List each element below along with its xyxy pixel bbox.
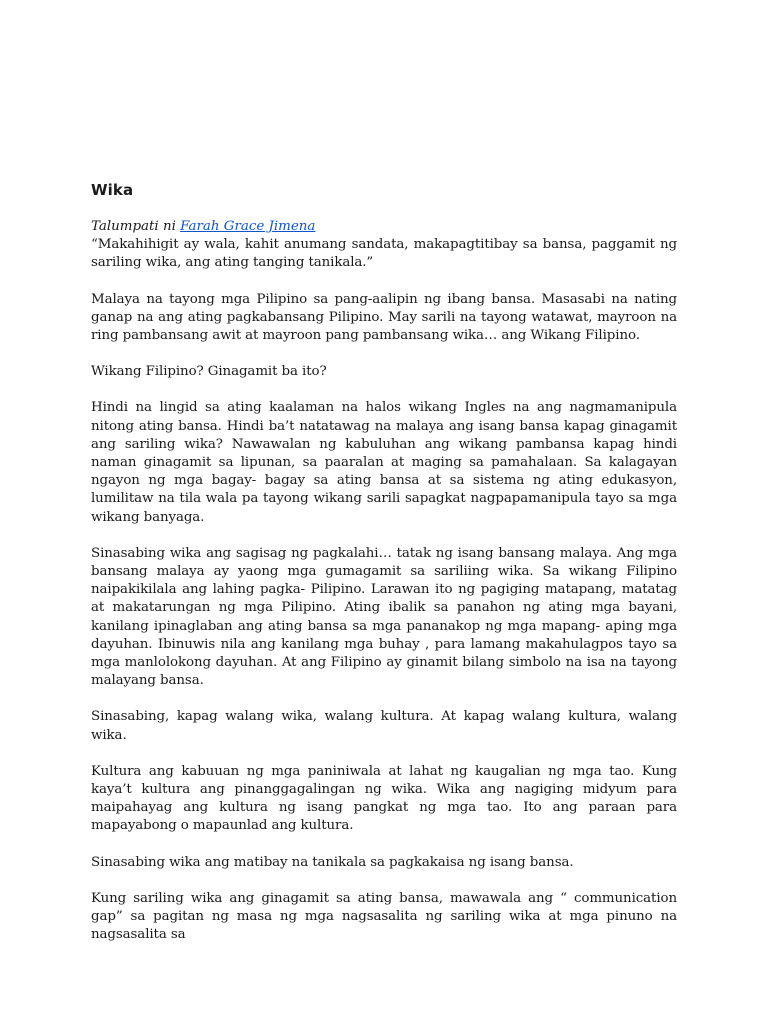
paragraph: Sinasabing wika ang sagisag ng pagkalahi… tatak ng isang bansang malaya. Ang mga bansang malaya ay yaong mga gumagamit sa sariliing wika. Sa wikang Filipino naipakikilala ang lahing pagka- Pilipino. Larawan ito ng pagiging matapang, matatag at makatarungan ng mga Pilipino. Ating ibalik sa panahon ng ating mga bayani, kanilang ipinaglaban ang ating bansa sa mga pananakop ng mga mapang- aping mga dayuhan. Ibinuwis nila ang kanilang mga buhay , para lamang makahulagpos tayo sa mga manlolokong dayuhan. At ang Filipino ay ginamit bilang simbolo na isa na tayong malayang bansa. [91,545,677,689]
document-title: Wika [91,181,134,199]
paragraph: Sinasabing, kapag walang wika, walang kultura. At kapag walang kultura, walang wika. [91,709,677,743]
paragraph: Hindi na lingid sa ating kaalaman na halos wikang Ingles na ang nagmamanipula nitong ating bansa. Hindi ba’t natatawag na malaya ang isang bansa kapag ginagamit ang sariling wika? Nawawalan ng kabuluhan ang wikang pambansa kapag hindi naman ginagamit sa lipunan, sa paaralan at maging sa pamahalaan. Sa kalagayan ngayon ng mga bagay- bagay sa ating bansa at sa sistema ng ating edukasyon, lumilitaw na tila wala pa tayong wikang sarili sapagkat nagpapamanipula tayo sa mga wikang banyaga. [91,400,677,525]
byline-prefix: Talumpati ni [91,219,181,234]
paragraph: Wikang Filipino? Ginagamit ba ito? [91,364,327,380]
paragraph: Kung sariling wika ang ginagamit sa ating bansa, mawawala ang “ communication gap” sa pagitan ng masa ng mga nagsasalita ng sariling wika at mga pinuno na nagsasalita sa [91,890,677,943]
author-link[interactable]: Farah Grace Jimena [180,219,316,234]
byline [91,218,677,236]
paragraph: Kultura ang kabuuan ng mga paniniwala at lahat ng kaugalian ng mga tao. Kung kaya’t kultura ang pinanggagalingan ng wika. Wika ang nagiging midyum para maipahayag ang kultura ng isang pangkat ng mga tao. Ito ang paraan para mapayabong o mapaunlad ang kultura. [91,763,677,834]
opening-quote: “Makahihigit ay wala, kahit anumang sandata, makapagtitibay sa bansa, paggamit ng sariling wika, ang ating tanging tanikala.” [91,237,677,271]
paragraph: Malaya na tayong mga Pilipino sa pang-aalipin ng ibang bansa. Masasabi na nating ganap na ang ating pagkabansang Pilipino. May sarili na tayong watawat, mayroon na ring pambansang awit at mayroon pang pambansang wika… ang Wikang Filipino. [91,291,677,344]
paragraph: Sinasabing wika ang matibay na tanikala sa pagkakaisa ng isang bansa. [91,854,574,870]
document-page [91,181,677,963]
